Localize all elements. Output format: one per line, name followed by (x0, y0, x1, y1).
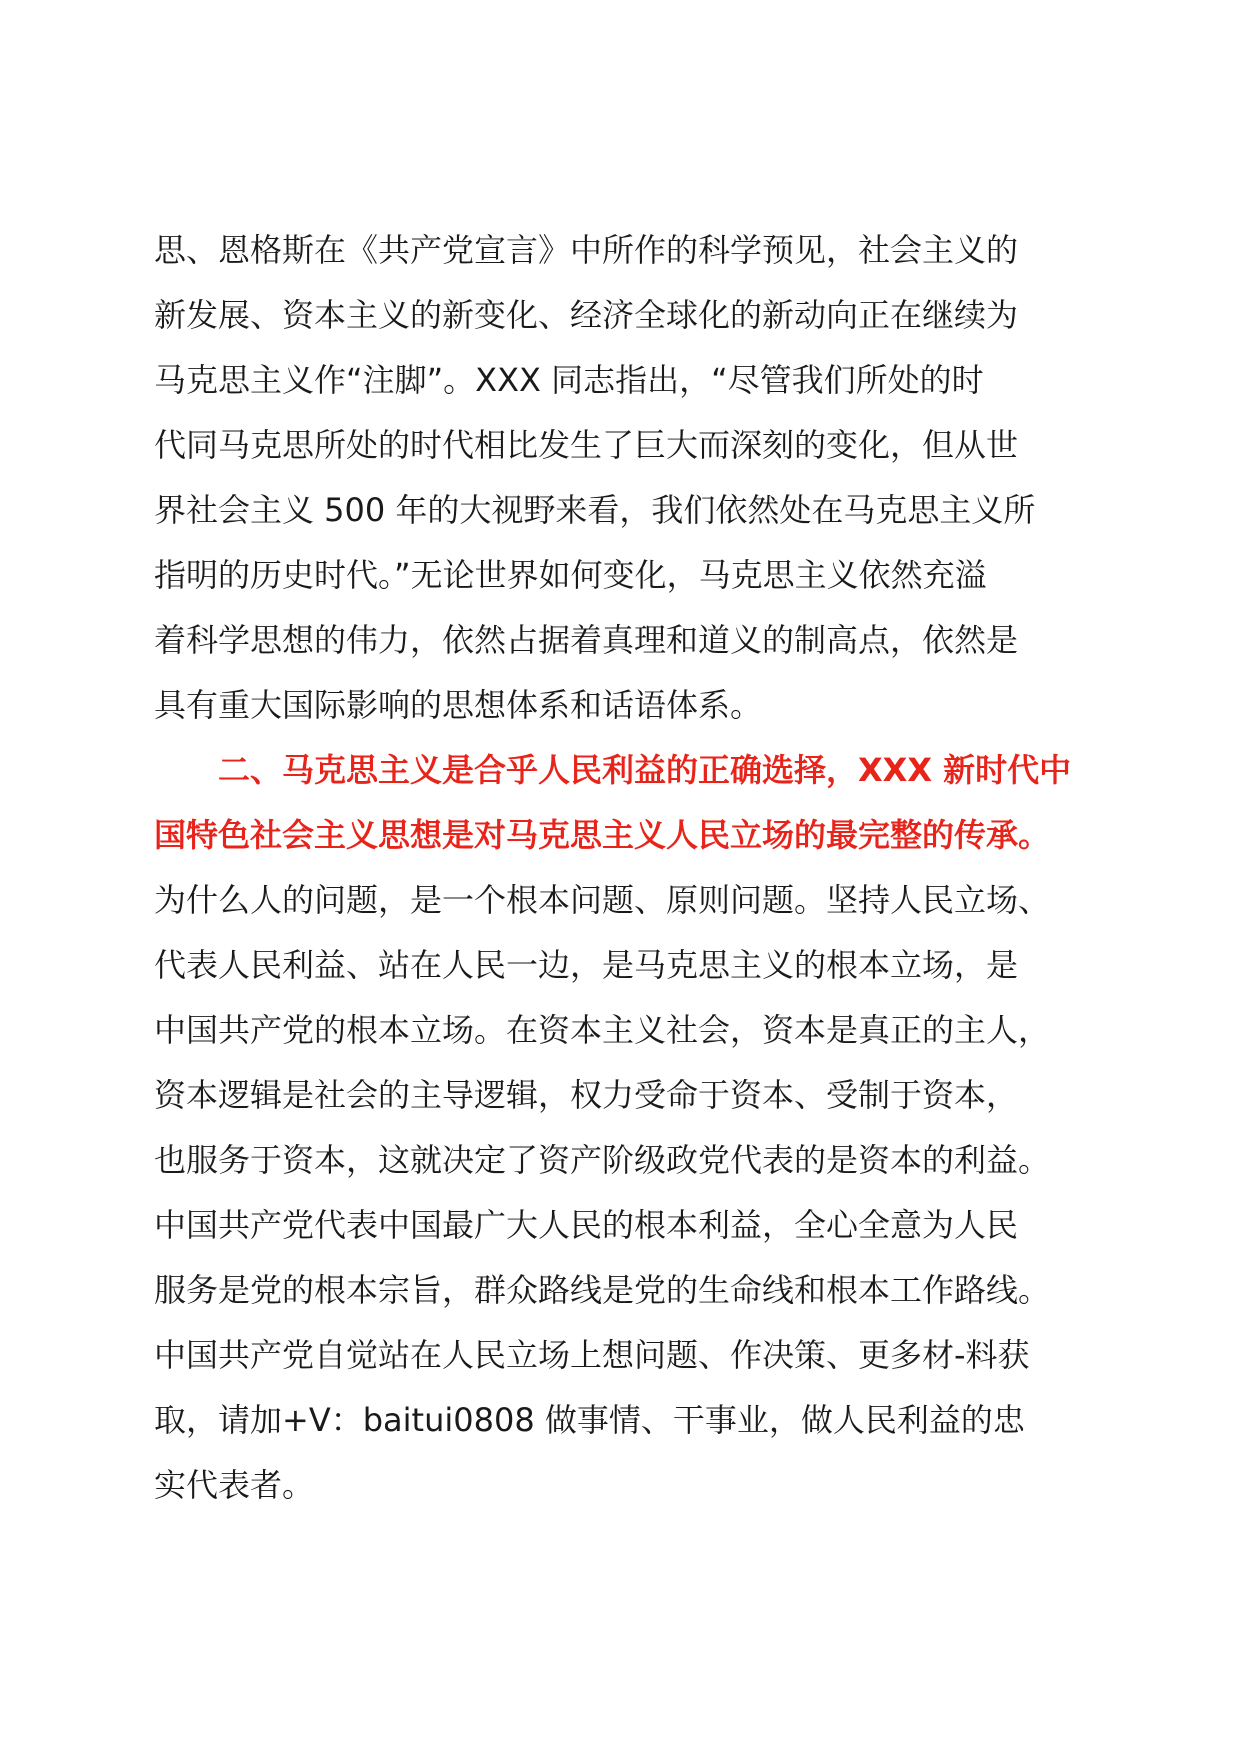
paragraph-line: 代表人民利益、站在人民一边，是马克思主义的根本立场，是 (154, 946, 1019, 984)
paragraph-line: 具有重大国际影响的思想体系和话语体系。 (154, 686, 763, 724)
section-heading-line: 二、马克思主义是合乎人民利益的正确选择，XXX 新时代中 (218, 751, 1072, 789)
body-text (154, 218, 1094, 1518)
paragraph-line: 为什么人的问题，是一个根本问题、原则问题。坚持人民立场、 (154, 881, 1051, 919)
paragraph-line: 中国共产党自觉站在人民立场上想问题、作决策、更多材-料获 (154, 1336, 1030, 1374)
section-heading-line: 国特色社会主义思想是对马克思主义人民立场的最完整的传承。 (154, 816, 1051, 854)
paragraph-line: 着科学思想的伟力，依然占据着真理和道义的制高点，依然是 (154, 621, 1019, 659)
paragraph-line: 也服务于资本，这就决定了资产阶级政党代表的是资本的利益。 (154, 1141, 1051, 1179)
paragraph-line: 中国共产党的根本立场。在资本主义社会，资本是真正的主人， (154, 1011, 1051, 1049)
paragraph-line: 新发展、资本主义的新变化、经济全球化的新动向正在继续为 (154, 296, 1019, 334)
paragraph-line: 代同马克思所处的时代相比发生了巨大而深刻的变化，但从世 (154, 426, 1019, 464)
paragraph-line: 指明的历史时代。”无论世界如何变化，马克思主义依然充溢 (154, 556, 987, 594)
paragraph-line: 取，请加+V：baitui0808 做事情、干事业，做人民利益的忠 (154, 1401, 1025, 1439)
paragraph-line: 界社会主义 500 年的大视野来看，我们依然处在马克思主义所 (154, 491, 1036, 529)
paragraph-line: 服务是党的根本宗旨，群众路线是党的生命线和根本工作路线。 (154, 1271, 1051, 1309)
paragraph-line: 马克思主义作“注脚”。XXX 同志指出，“尽管我们所处的时 (154, 361, 984, 399)
paragraph-line: 资本逻辑是社会的主导逻辑，权力受命于资本、受制于资本， (154, 1076, 1019, 1114)
paragraph-line: 思、恩格斯在《共产党宣言》中所作的科学预见，社会主义的 (154, 231, 1019, 269)
paragraph-line: 中国共产党代表中国最广大人民的根本利益，全心全意为人民 (154, 1206, 1019, 1244)
paragraph-line: 实代表者。 (154, 1466, 315, 1504)
